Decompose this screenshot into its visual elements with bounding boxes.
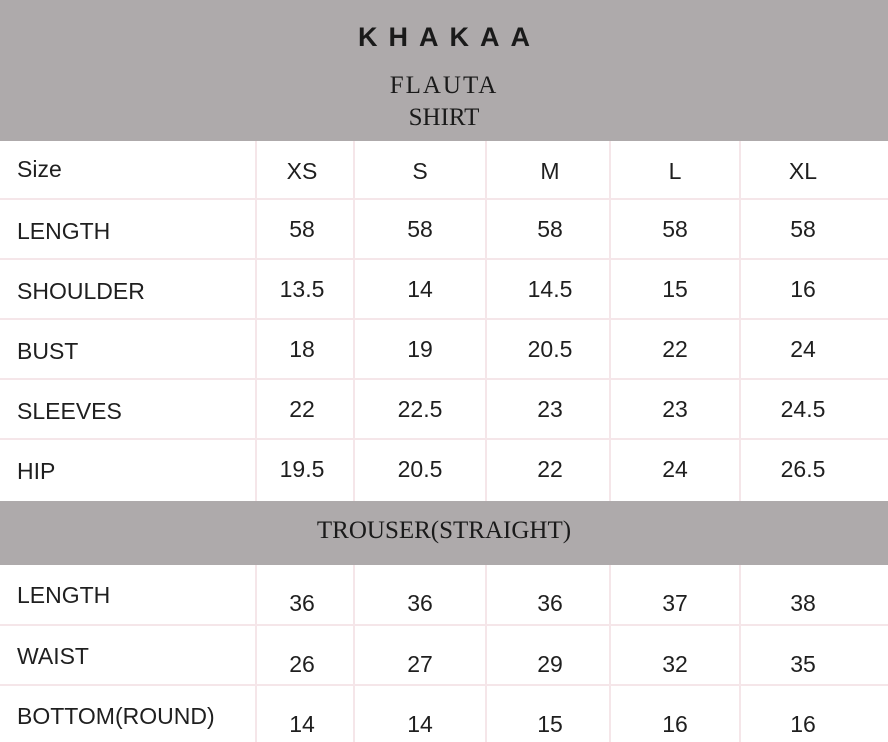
measurement-cell: 19 xyxy=(407,336,433,362)
row-divider xyxy=(0,198,888,200)
measurement-cell: 15 xyxy=(662,276,688,302)
size-header-m: M xyxy=(540,158,560,184)
row-label-shirt-hip: HIP xyxy=(17,458,56,484)
column-divider xyxy=(609,565,611,742)
product-name: FLAUTA xyxy=(389,72,499,99)
measurement-cell: 14 xyxy=(407,711,433,737)
measurement-cell: 36 xyxy=(289,590,315,616)
column-divider xyxy=(485,565,487,742)
column-divider xyxy=(485,141,487,501)
size-header-label: Size xyxy=(17,156,62,182)
measurement-cell: 27 xyxy=(407,651,433,677)
measurement-cell: 19.5 xyxy=(279,456,325,482)
measurement-cell: 24.5 xyxy=(780,396,826,422)
column-divider xyxy=(739,141,741,501)
measurement-cell: 24 xyxy=(790,336,816,362)
measurement-cell: 29 xyxy=(537,651,563,677)
column-divider xyxy=(353,141,355,501)
row-label-trouser-bottom-round-: BOTTOM(ROUND) xyxy=(17,703,215,729)
measurement-cell: 18 xyxy=(289,336,315,362)
column-divider xyxy=(255,565,257,742)
trouser-band xyxy=(0,501,888,565)
row-label-trouser-waist: WAIST xyxy=(17,643,89,669)
header-band xyxy=(0,0,888,141)
measurement-cell: 22 xyxy=(289,396,315,422)
measurement-cell: 36 xyxy=(537,590,563,616)
row-divider xyxy=(0,624,888,626)
measurement-cell: 15 xyxy=(537,711,563,737)
measurement-cell: 22.5 xyxy=(397,396,443,422)
measurement-cell: 58 xyxy=(289,216,315,242)
measurement-cell: 58 xyxy=(662,216,688,242)
measurement-cell: 35 xyxy=(790,651,816,677)
row-label-shirt-shoulder: SHOULDER xyxy=(17,278,145,304)
measurement-cell: 37 xyxy=(662,590,688,616)
column-divider xyxy=(609,141,611,501)
measurement-cell: 24 xyxy=(662,456,688,482)
size-header-l: L xyxy=(668,158,682,184)
measurement-cell: 22 xyxy=(537,456,563,482)
measurement-cell: 58 xyxy=(790,216,816,242)
column-divider xyxy=(739,565,741,742)
measurement-cell: 26.5 xyxy=(780,456,826,482)
measurement-cell: 32 xyxy=(662,651,688,677)
section-title-trouser: TROUSER(STRAIGHT) xyxy=(316,517,572,544)
row-divider xyxy=(0,258,888,260)
row-label-shirt-length: LENGTH xyxy=(17,218,111,244)
measurement-cell: 20.5 xyxy=(397,456,443,482)
size-header-xs: XS xyxy=(286,158,318,184)
measurement-cell: 16 xyxy=(790,711,816,737)
measurement-cell: 23 xyxy=(662,396,688,422)
size-header-xl: XL xyxy=(788,158,818,184)
row-divider xyxy=(0,318,888,320)
row-divider xyxy=(0,378,888,380)
measurement-cell: 23 xyxy=(537,396,563,422)
measurement-cell: 36 xyxy=(407,590,433,616)
measurement-cell: 16 xyxy=(790,276,816,302)
measurement-cell: 58 xyxy=(537,216,563,242)
measurement-cell: 13.5 xyxy=(279,276,325,302)
measurement-cell: 16 xyxy=(662,711,688,737)
row-label-shirt-sleeves: SLEEVES xyxy=(17,398,122,424)
measurement-cell: 26 xyxy=(289,651,315,677)
row-divider xyxy=(0,684,888,686)
row-label-shirt-bust: BUST xyxy=(17,338,79,364)
measurement-cell: 38 xyxy=(790,590,816,616)
measurement-cell: 14.5 xyxy=(527,276,573,302)
row-divider xyxy=(0,438,888,440)
measurement-cell: 14 xyxy=(407,276,433,302)
section-title-shirt: SHIRT xyxy=(408,104,480,131)
size-header-s: S xyxy=(412,158,428,184)
brand-logo: KHAKAA xyxy=(358,22,541,52)
column-divider xyxy=(353,565,355,742)
measurement-cell: 20.5 xyxy=(527,336,573,362)
measurement-cell: 58 xyxy=(407,216,433,242)
row-label-trouser-length: LENGTH xyxy=(17,582,111,608)
column-divider xyxy=(255,141,257,501)
measurement-cell: 14 xyxy=(289,711,315,737)
measurement-cell: 22 xyxy=(662,336,688,362)
